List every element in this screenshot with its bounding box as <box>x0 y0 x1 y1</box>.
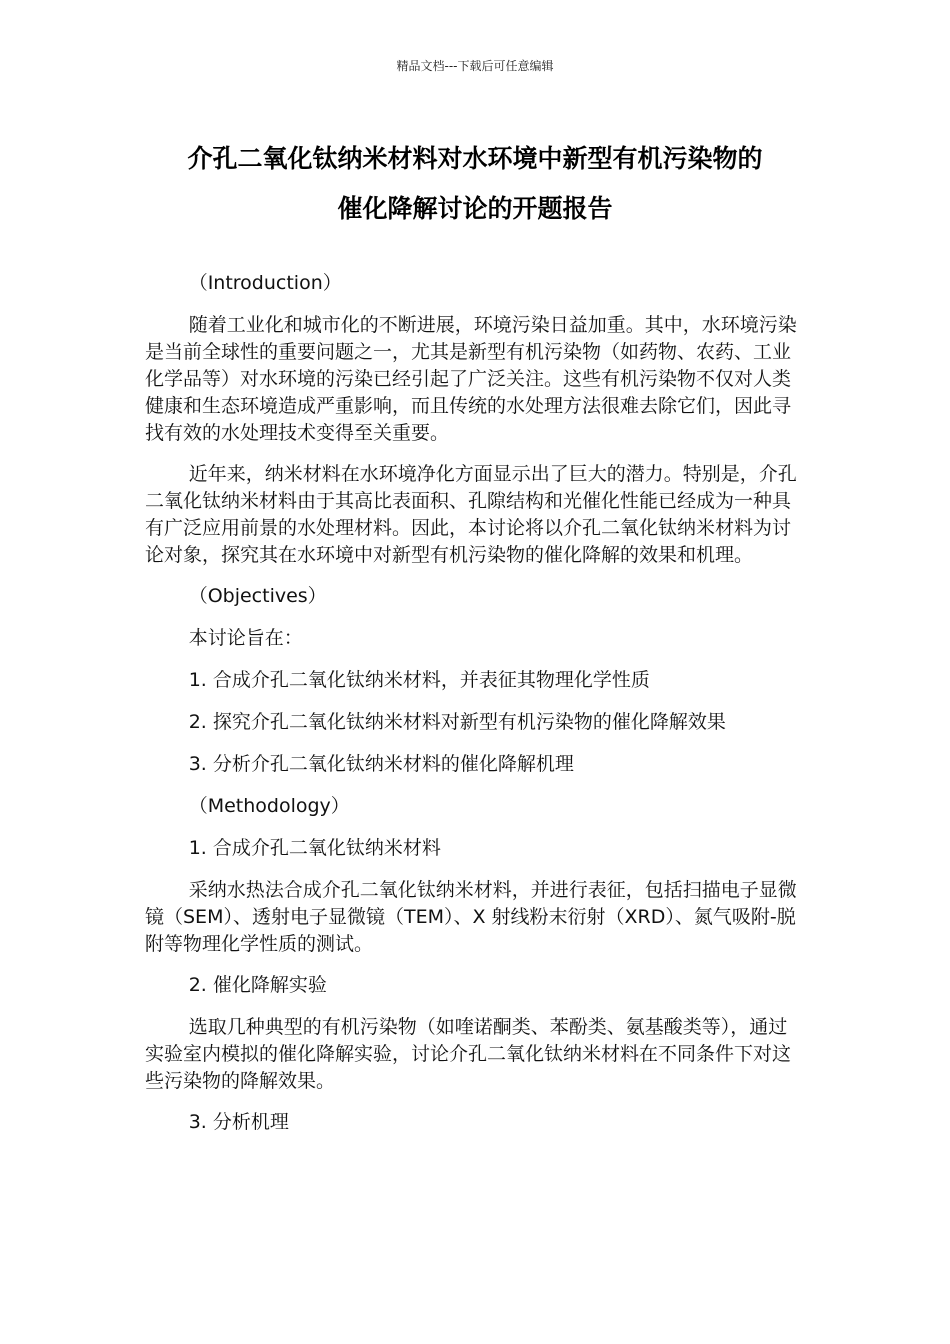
document-body <box>145 270 805 1151</box>
title-line-2: 催化降解讨论的开题报告 <box>337 194 613 223</box>
objective-item-2: 2. 探究介孔二氧化钛纳米材料对新型有机污染物的催化降解效果 <box>188 711 726 733</box>
objective-item-3: 3. 分析介孔二氧化钛纳米材料的催化降解机理 <box>188 753 574 775</box>
method-1-text: 采纳水热法合成介孔二氧化钛纳米材料，并进行表征，包括扫描电子显微镜（SEM）、透射电子显微镜（TEM）、X 射线粉末衍射（XRD）、氮气吸附-脱附等物理化学性质的测试。 <box>145 879 797 955</box>
objective-item-1: 1. 合成介孔二氧化钛纳米材料，并表征其物理化学性质 <box>188 669 650 691</box>
introduction-paragraph-2: 近年来，纳米材料在水环境净化方面显示出了巨大的潜力。特别是，介孔二氧化钛纳米材料由于其高比表面积、孔隙结构和光催化性能已经成为一种具有广泛应用前景的水处理材料。因此，本讨论将以介孔二氧化钛纳米材料为讨论对象，探究其在水环境中对新型有机污染物的催化降解的效果和机理。 <box>145 463 797 566</box>
introduction-paragraph-1: 随着工业化和城市化的不断进展，环境污染日益加重。其中，水环境污染是当前全球性的重要问题之一，尤其是新型有机污染物（如药物、农药、工业化学品等）对水环境的污染已经引起了广泛关注。这些有机污染物不仅对人类健康和生态环境造成严重影响，而且传统的水处理方法很难去除它们，因此寻找有效的水处理技术变得至关重要。 <box>145 314 797 444</box>
method-2-heading: 2. 催化降解实验 <box>188 974 327 996</box>
introduction-heading: （Introduction） <box>188 272 342 294</box>
method-1-heading: 1. 合成介孔二氧化钛纳米材料 <box>188 837 441 859</box>
method-2-text: 选取几种典型的有机污染物（如喹诺酮类、苯酚类、氨基酸类等），通过实验室内模拟的催化降解实验，讨论介孔二氧化钛纳米材料在不同条件下对这些污染物的降解效果。 <box>145 1016 792 1092</box>
objectives-heading: （Objectives） <box>188 585 327 607</box>
document-title <box>100 134 850 234</box>
title-line-1: 介孔二氧化钛纳米材料对水环境中新型有机污染物的 <box>187 144 763 173</box>
page-header: 精品文档---下载后可任意编辑 <box>396 59 554 73</box>
methodology-heading: （Methodology） <box>188 795 350 817</box>
objectives-intro: 本讨论旨在： <box>188 627 303 649</box>
method-3-heading: 3. 分析机理 <box>188 1111 289 1133</box>
